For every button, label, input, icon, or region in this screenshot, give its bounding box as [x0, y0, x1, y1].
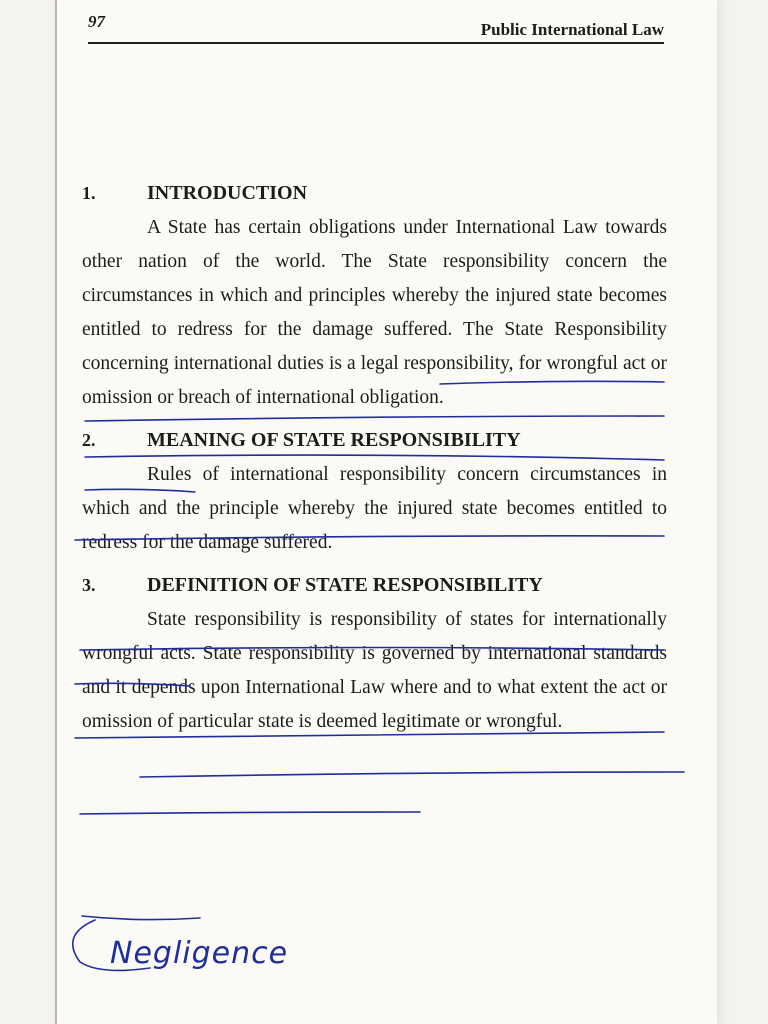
section-definition — [82, 574, 667, 739]
handwritten-note: Negligence — [110, 936, 289, 971]
section-number: 3. — [82, 575, 96, 595]
header-rule — [88, 42, 664, 44]
section-paragraph: Rules of international responsibility concern circumstances in which and the principle whereby the injured state becomes entitled to redress for the damage suffered. — [82, 464, 667, 553]
section-meaning — [82, 429, 667, 560]
section-heading — [82, 429, 667, 452]
section-title: INTRODUCTION — [147, 182, 308, 204]
section-number: 1. — [82, 183, 96, 203]
section-paragraph: State responsibility is responsibility of states for internationally wrongful acts. State responsibility is governed by international standards and it depends upon International Law where and to what extent the act or omission of particular state is deemed legitimate or wrongful. — [82, 609, 667, 732]
section-title: DEFINITION OF STATE RESPONSIBILITY — [147, 574, 543, 596]
page-body — [82, 172, 667, 749]
section-paragraph: A State has certain obligations under International Law towards other nation of the world. The State responsibility concern the circumstances in which and principles whereby the injured state becomes entitled to redress for the damage suffered. The State Responsibility concerning international duties is a legal responsibility, for wrongful act or omission or breach of international obligation. — [82, 217, 667, 408]
section-number: 2. — [82, 430, 96, 450]
running-title: Public International Law — [480, 20, 664, 39]
page-header — [88, 8, 664, 48]
section-introduction — [82, 182, 667, 415]
section-heading — [82, 574, 667, 597]
section-title: MEANING OF STATE RESPONSIBILITY — [147, 429, 521, 451]
section-heading — [82, 182, 667, 205]
page-number: 97 — [88, 12, 105, 31]
